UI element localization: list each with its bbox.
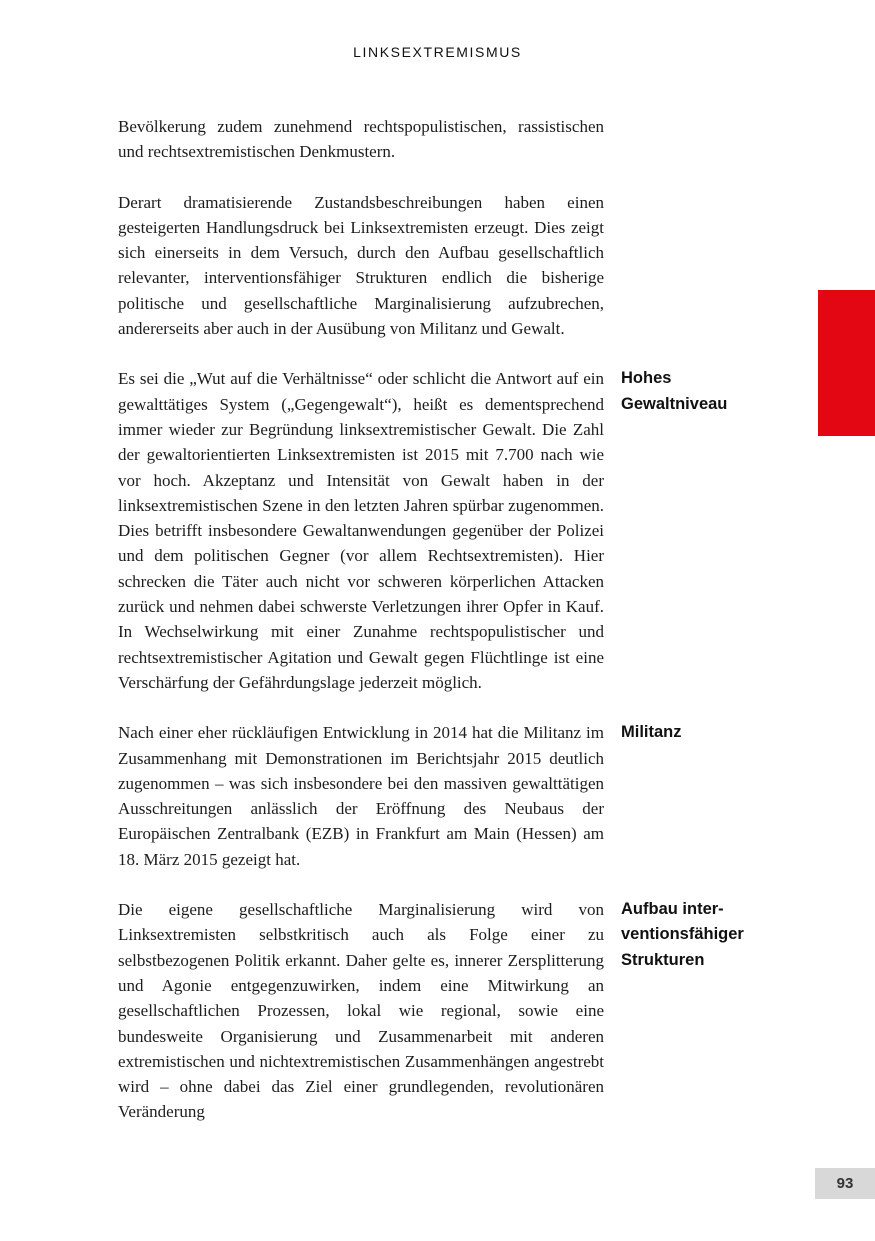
margin-note: Hohes Gewaltniveau bbox=[621, 369, 728, 413]
margin-note: Aufbau inter-ventionsfähiger Strukturen bbox=[621, 900, 744, 969]
page-number-badge bbox=[815, 1168, 875, 1199]
body-paragraph: Derart dramatisierende Zustandsbeschreibungen haben einen gesteigerten Handlungsdruck bei Linksextremisten erzeugt. Dies zeigt sich einerseits in dem Versuch, durch den Aufbau gesellschaftlich relevanter, interventionsfähiger Strukturen endlich die bisherige politische und gesellschaftliche Marginalisierung aufzubrechen, andererseits aber auch in der Ausübung von Militanz und Gewalt. bbox=[118, 192, 604, 339]
page-number: 93 bbox=[836, 1175, 854, 1192]
body-paragraph: Es sei die „Wut auf die Verhältnisse“ oder schlicht die Antwort auf ein gewalttätiges System („Gegengewalt“), heißt es dementsprechend immer wieder zur Begründung linksextremistischer Gewalt. Die Zahl der gewaltorientierten Linksextremisten ist 2015 mit 7.700 nach wie vor hoch. Akzeptanz und Intensität von Gewalt haben in der linksextremistischen Szene in den letzten Jahren spürbar zugenommen. Dies betrifft insbesondere Gewaltanwendungen gegenüber der Polizei und dem politischen Gegner (vor allem Rechtsextremisten). Hier schrecken die Täter auch nicht vor schweren körperlichen Attacken zurück und nehmen dabei schwerste Verletzungen ihrer Opfer in Kauf. In Wechselwirkung mit einer Zunahme rechtspopulistischer und rechtsextremistischer Agitation und Gewalt gegen Flüchtlinge ist eine Verschärfung der Gefährdungslage jederzeit möglich. bbox=[118, 369, 604, 692]
margin-note: Militanz bbox=[621, 723, 682, 742]
page-header bbox=[0, 44, 875, 60]
body-paragraph: Die eigene gesellschaftliche Marginalisierung wird von Linksextremisten selbstkritisch auch als Folge einer zu selbstbezogenen Politik erkannt. Daher gelte es, innerer Zersplitterung und Agonie entgegenzuwirken, indem eine Mitwirkung an gesellschaftlichen Prozessen, lokal wie regional, sowie eine bundesweite Organisierung und Zusammenarbeit mit anderen extremistischen und nichtextremistischen Zusammenhängen angestrebt wird – ohne dabei das Ziel einer grundlegenden, revolutionären Veränderung bbox=[118, 900, 604, 1122]
chapter-marker-tab bbox=[818, 290, 875, 436]
chapter-title: LINKSEXTREMISMUS bbox=[353, 44, 522, 60]
paragraph-row bbox=[118, 720, 798, 872]
body-paragraph: Bevölkerung zudem zunehmend rechtspopulistischen, rassistischen und rechtsextremistischen Denkmustern. bbox=[118, 117, 604, 162]
paragraph-row bbox=[118, 190, 798, 342]
paragraph-row bbox=[118, 114, 798, 165]
paragraph-row bbox=[118, 366, 798, 695]
paragraph-row bbox=[118, 897, 798, 1125]
page-body bbox=[118, 114, 798, 1150]
body-paragraph: Nach einer eher rückläufigen Entwicklung in 2014 hat die Militanz im Zusammenhang mit Demonstrationen im Berichtsjahr 2015 deutlich zugenommen – was sich insbesondere bei den massiven gewalttätigen Ausschreitungen anlässlich der Eröffnung des Neubaus der Europäischen Zentralbank (EZB) in Frankfurt am Main (Hessen) am 18. März 2015 gezeigt hat. bbox=[118, 723, 604, 869]
